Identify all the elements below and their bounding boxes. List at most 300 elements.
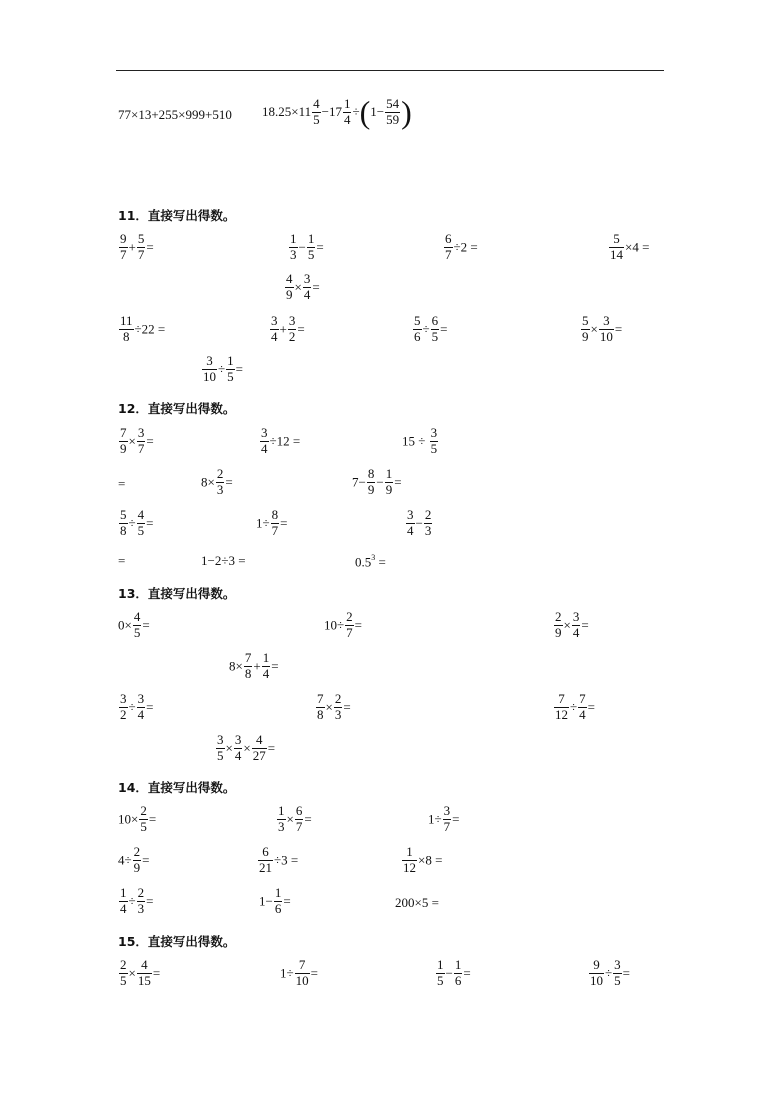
fraction [431, 314, 440, 345]
expr-text: 8× [201, 474, 215, 490]
expression [262, 96, 412, 128]
fraction [119, 958, 128, 989]
denominator: 27 [252, 747, 266, 763]
denominator: 9 [555, 624, 562, 640]
denominator: 5 [437, 972, 444, 988]
expression [428, 804, 459, 835]
denominator: 9 [385, 481, 393, 497]
expr-text: = [271, 658, 279, 674]
fraction [226, 354, 235, 385]
denominator: 3 [424, 522, 432, 538]
numerator: 1 [437, 957, 444, 972]
expr-text: = [622, 965, 630, 981]
expr-text: = [148, 811, 157, 827]
denominator: 5 [430, 440, 438, 456]
fraction [303, 272, 312, 303]
denominator: 6 [454, 972, 462, 988]
denominator: 4 [271, 328, 278, 344]
expr-text: = [343, 699, 351, 715]
denominator: 7 [271, 522, 279, 538]
denominator: 7 [137, 246, 145, 262]
fraction [578, 692, 587, 723]
expr-text: 77×13+255×999+510 [118, 107, 232, 123]
expr-text: ÷ [570, 699, 578, 715]
numerator: 6 [445, 231, 452, 246]
denominator: 4 [343, 111, 351, 127]
expr-text: ÷ [605, 965, 613, 981]
denominator: 7 [346, 624, 353, 640]
expr-text: = [146, 699, 154, 715]
denominator: 2 [288, 328, 296, 344]
fraction [216, 733, 225, 764]
expression [435, 958, 471, 989]
expr-text: × [128, 433, 136, 449]
denominator: 7 [137, 440, 145, 456]
expr-text: = [152, 965, 161, 981]
denominator: 3 [216, 481, 224, 497]
numerator: 9 [120, 231, 127, 246]
fraction [572, 610, 581, 641]
expr-text: − [445, 965, 453, 981]
denominator: 4 [261, 440, 268, 456]
numerator: 4 [313, 95, 320, 111]
fraction [402, 845, 417, 876]
fraction [334, 692, 343, 723]
expr-text: = [316, 239, 324, 255]
fraction [133, 610, 142, 641]
expr-text: = [146, 893, 154, 909]
fraction [436, 958, 445, 989]
expr-text: × [590, 321, 598, 337]
expr-text: ÷3 = [274, 852, 299, 868]
denominator: 8 [244, 665, 252, 681]
numerator: 5 [582, 313, 589, 328]
denominator: 9 [133, 859, 141, 875]
fraction [139, 804, 148, 835]
expr-text: ×4 = [625, 239, 650, 255]
numerator: 3 [288, 313, 296, 328]
numerator: 4 [141, 957, 148, 972]
fraction [270, 314, 279, 345]
expr-text: ÷ [218, 361, 226, 377]
expression [276, 804, 312, 835]
expr-text: = [142, 617, 150, 633]
denominator: 4 [572, 624, 580, 640]
expr-text: = [394, 474, 402, 490]
denominator: 2 [120, 706, 127, 722]
expr-text: + [279, 321, 287, 337]
expr-text: + [128, 239, 136, 255]
expr-text: × [325, 699, 333, 715]
expr-text: ÷ [422, 321, 430, 337]
numerator: 2 [555, 609, 562, 624]
denominator: 7 [445, 246, 452, 262]
numerator: 2 [424, 507, 432, 522]
numerator: 3 [120, 691, 127, 706]
fraction [295, 958, 310, 989]
fraction [202, 354, 217, 385]
denominator: 5 [120, 972, 127, 988]
expr-text: 3 [371, 553, 376, 562]
numerator: 7 [120, 425, 127, 440]
numerator: 7 [244, 650, 252, 665]
expression [580, 314, 622, 345]
fraction [285, 272, 294, 303]
expr-text: 4÷ [118, 852, 132, 868]
numerator: 2 [216, 466, 224, 481]
expr-text: × [294, 279, 302, 295]
numerator: 3 [572, 609, 580, 624]
denominator: 9 [286, 286, 293, 302]
expr-text: 10÷ [324, 617, 345, 633]
expr-text: = [146, 515, 154, 531]
numerator: 1 [385, 466, 393, 481]
expression [118, 426, 154, 457]
fraction [137, 958, 152, 989]
numerator: 7 [298, 957, 306, 972]
section-title: 11．直接写出得数。 [118, 208, 236, 223]
denominator: 5 [140, 818, 147, 834]
numerator: 2 [133, 844, 141, 859]
denominator: 5 [217, 747, 224, 763]
left-paren: ( [359, 94, 371, 130]
fraction [599, 314, 614, 345]
numerator: 1 [120, 885, 127, 900]
numerator: 3 [303, 271, 311, 286]
expr-text: = [587, 699, 595, 715]
numerator: 2 [140, 803, 147, 818]
expression [405, 508, 433, 539]
fraction [244, 651, 253, 682]
expr-text: = [225, 474, 233, 490]
expression [201, 354, 243, 385]
fraction [137, 426, 146, 457]
expression [118, 232, 154, 263]
fraction [367, 467, 376, 498]
numerator: 5 [137, 231, 145, 246]
fraction [345, 610, 354, 641]
expr-text: 0.5 [355, 554, 372, 570]
expr-text: ÷ [128, 515, 136, 531]
expr-text: 8× [229, 658, 243, 674]
fraction [252, 733, 267, 764]
expr-text: × [563, 617, 571, 633]
denominator: 3 [278, 818, 285, 834]
denominator: 4 [137, 706, 145, 722]
expr-text: = [312, 279, 320, 295]
numerator: 5 [414, 313, 421, 328]
expression: 200×5 = [395, 895, 439, 910]
expression [280, 958, 318, 989]
denominator: 10 [295, 972, 309, 988]
fraction [443, 804, 452, 835]
fraction [133, 845, 142, 876]
expression [118, 886, 153, 917]
numerator: 1 [454, 957, 462, 972]
fraction [277, 804, 286, 835]
denominator: 9 [582, 328, 589, 344]
denominator: 10 [203, 368, 216, 384]
numerator: 1 [278, 803, 285, 818]
fraction [262, 651, 271, 682]
numerator: 7 [317, 691, 324, 706]
numerator: 6 [262, 844, 269, 859]
numerator: 4 [137, 507, 145, 522]
expr-text: 0× [118, 617, 132, 633]
expression [553, 610, 589, 641]
fraction [288, 314, 297, 345]
expr-text: − [298, 239, 306, 255]
denominator: 5 [313, 111, 320, 127]
expression [443, 232, 478, 263]
expression [288, 232, 324, 263]
fraction [119, 508, 128, 539]
expression [553, 692, 595, 723]
numerator: 6 [295, 803, 303, 818]
expression [402, 426, 439, 457]
numerator: 5 [613, 231, 620, 246]
denominator: 8 [120, 522, 127, 538]
denominator: 5 [431, 328, 439, 344]
expr-text: ÷ [128, 893, 136, 909]
fraction [413, 314, 422, 345]
numerator: 11 [120, 313, 133, 328]
numerator: 1 [290, 231, 297, 246]
denominator: 9 [120, 440, 127, 456]
fraction [316, 692, 325, 723]
expression [118, 106, 232, 123]
numerator: 3 [206, 353, 213, 368]
numerator: 3 [443, 803, 451, 818]
denominator: 21 [259, 859, 272, 875]
fraction [295, 804, 304, 835]
denominator: 5 [133, 624, 141, 640]
expression [229, 651, 279, 682]
expression [118, 314, 165, 345]
expr-text: ÷22 = [134, 321, 166, 337]
fraction [613, 958, 622, 989]
expr-text: = [310, 965, 318, 981]
fraction [260, 426, 269, 457]
numerator: 3 [603, 313, 610, 328]
denominator: 7 [295, 818, 303, 834]
fraction [119, 232, 128, 263]
numerator: 3 [430, 425, 438, 440]
expr-text: 15 ÷ [402, 433, 429, 449]
fraction [554, 610, 563, 641]
expression [259, 426, 300, 457]
expr-text: ÷ [128, 699, 136, 715]
fraction [385, 97, 400, 128]
numerator: 3 [271, 313, 278, 328]
expr-text: = [375, 554, 386, 570]
numerator: 2 [137, 885, 145, 900]
numerator: 3 [614, 957, 621, 972]
numerator: 8 [271, 507, 279, 522]
denominator: 3 [334, 706, 342, 722]
numerator: 3 [137, 691, 145, 706]
expression: = [118, 553, 126, 568]
fraction [119, 314, 134, 345]
expr-text: 1÷ [280, 965, 294, 981]
expr-text: = [280, 515, 288, 531]
expression: 1−2÷3 = [201, 553, 246, 568]
expr-text: ÷2 = [453, 239, 478, 255]
denominator: 3 [137, 900, 145, 916]
numerator: 4 [286, 271, 293, 286]
denominator: 4 [234, 747, 242, 763]
denominator: 8 [317, 706, 324, 722]
denominator: 4 [262, 665, 270, 681]
expr-text: ×8 = [418, 852, 443, 868]
expression [324, 610, 362, 641]
header-rule [116, 70, 664, 71]
fraction [119, 426, 128, 457]
fraction [271, 508, 280, 539]
fraction [589, 958, 604, 989]
section-title: 14．直接写出得数。 [118, 780, 236, 795]
fraction [454, 958, 463, 989]
expression [259, 886, 291, 917]
denominator: 6 [414, 328, 421, 344]
expr-text: = [297, 321, 305, 337]
denominator: 15 [137, 972, 151, 988]
numerator: 54 [386, 95, 400, 111]
expr-text: = [142, 852, 150, 868]
expression: = [118, 476, 126, 491]
expression [269, 314, 305, 345]
fraction [289, 232, 298, 263]
section-title: 15．直接写出得数。 [118, 934, 236, 949]
numerator: 5 [120, 507, 127, 522]
numerator: 3 [137, 425, 145, 440]
expr-text: 1÷ [256, 515, 270, 531]
expression [284, 272, 320, 303]
fraction [312, 97, 321, 128]
expr-text: = [354, 617, 362, 633]
fraction [385, 467, 394, 498]
expr-text: × [243, 740, 251, 756]
denominator: 10 [599, 328, 613, 344]
expression [588, 958, 630, 989]
fraction [554, 692, 569, 723]
fraction [406, 508, 415, 539]
expr-text: 7− [352, 474, 366, 490]
section-title: 12．直接写出得数。 [118, 401, 236, 416]
expr-text: ÷12 = [269, 433, 301, 449]
denominator: 5 [614, 972, 621, 988]
denominator: 7 [120, 246, 127, 262]
expr-text: + [253, 658, 261, 674]
expression [315, 692, 351, 723]
fraction [137, 232, 146, 263]
numerator: 7 [558, 691, 565, 706]
expression [355, 553, 386, 570]
denominator: 7 [443, 818, 451, 834]
denominator: 12 [403, 859, 416, 875]
numerator: 6 [431, 313, 439, 328]
denominator: 12 [555, 706, 568, 722]
numerator: 2 [346, 609, 353, 624]
numerator: 1 [274, 885, 282, 900]
expression [256, 508, 287, 539]
expr-text: = [267, 740, 276, 756]
expr-text: 1÷ [428, 811, 442, 827]
denominator: 8 [119, 329, 134, 345]
expr-text: 10× [118, 811, 139, 827]
fraction [274, 886, 283, 917]
expr-text: = [304, 811, 312, 827]
right-paren: ) [401, 94, 412, 130]
expr-text: × [286, 811, 294, 827]
expr-text: 1− [370, 104, 385, 119]
fraction [581, 314, 590, 345]
numerator: 1 [307, 231, 315, 246]
denominator: 14 [610, 246, 623, 262]
denominator: 4 [120, 900, 127, 916]
numerator: 1 [262, 650, 270, 665]
numerator: 9 [593, 957, 600, 972]
expression [118, 508, 153, 539]
expression [352, 467, 402, 498]
denominator: 5 [307, 246, 315, 262]
denominator: 9 [367, 481, 375, 497]
denominator: 3 [290, 246, 297, 262]
expression [118, 845, 149, 876]
fraction [609, 232, 624, 263]
expression [412, 314, 447, 345]
expression [401, 845, 442, 876]
fraction [137, 508, 146, 539]
expr-text: − [376, 474, 384, 490]
numerator: 1 [227, 353, 234, 368]
numerator: 4 [133, 609, 141, 624]
fraction [424, 508, 433, 539]
numerator: 7 [579, 691, 586, 706]
expression [608, 232, 649, 263]
expr-text: × [128, 965, 136, 981]
expr-text: ÷ [352, 104, 360, 119]
denominator: 4 [579, 706, 586, 722]
denominator: 6 [274, 900, 282, 916]
fraction [234, 733, 243, 764]
expression [257, 845, 298, 876]
numerator: 3 [261, 425, 268, 440]
fraction [444, 232, 453, 263]
expression [215, 733, 275, 764]
expr-text: 18.25×11 [262, 104, 312, 119]
numerator: 8 [367, 466, 375, 481]
denominator: 4 [407, 522, 414, 538]
numerator: 1 [406, 844, 413, 859]
expression [118, 804, 156, 835]
section-title: 13．直接写出得数。 [118, 586, 236, 601]
numerator: 4 [255, 732, 263, 747]
expression [118, 692, 153, 723]
denominator: 59 [386, 111, 400, 127]
fraction [119, 692, 128, 723]
numerator: 3 [407, 507, 414, 522]
expr-text: = [146, 239, 154, 255]
expr-text: 1− [259, 893, 273, 909]
expr-text: = [440, 321, 448, 337]
fraction [137, 692, 146, 723]
fraction [137, 886, 146, 917]
numerator: 1 [343, 95, 351, 111]
denominator: 10 [590, 972, 603, 988]
fraction [343, 97, 352, 128]
expr-text: = [283, 893, 291, 909]
